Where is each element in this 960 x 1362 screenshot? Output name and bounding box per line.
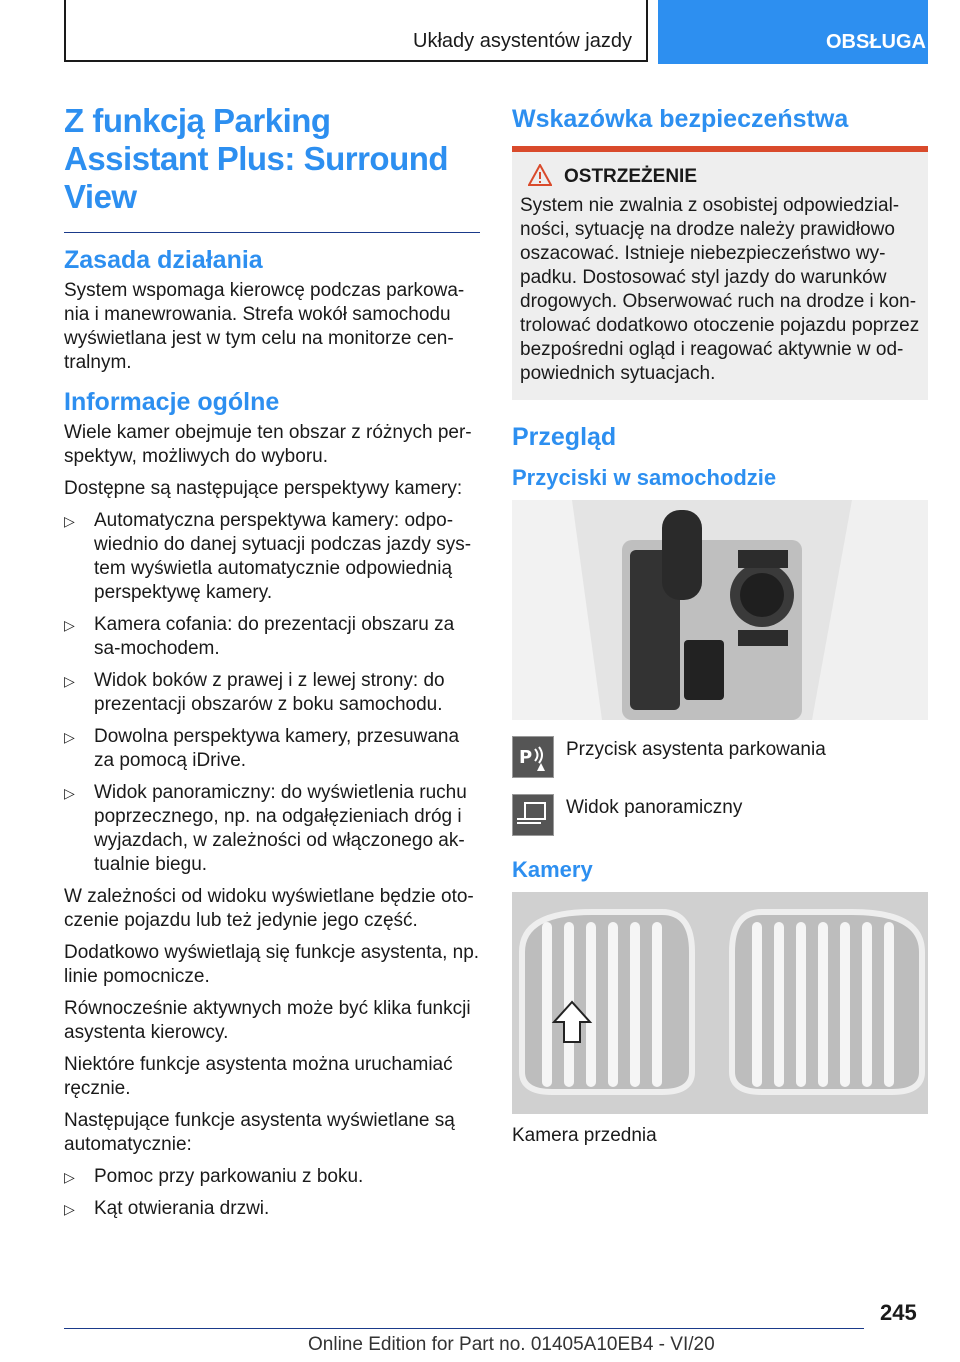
chapter-tab <box>658 0 928 64</box>
heading-zasada: Zasada działania <box>64 246 263 274</box>
paragraph: Następujące funkcje asystenta wyświetlane są automatycznie: <box>64 1110 455 1155</box>
warning-text: System nie zwalnia z osobistej odpowiedzial-ności, sytuację na drodze należy prawidłowo oszacować. Istnieje niebezpieczeństwo wy-padku. Dostosować styl jazdy do warunków drogowych. Obserwować ruch na drodze i kon-trolować dodatkowo otoczenie pojazdu poprzez bezpośredni ogląd i reagować aktywnie w od-powiednich sytuacjach. <box>520 195 920 384</box>
list-item: ▷ Kamera cofania: do prezentacji obszaru za sa-mochodem. <box>64 613 480 661</box>
heading-info: Informacje ogólne <box>64 388 280 416</box>
list-item: ▷ Automatyczna perspektywa kamery: odpo-wiednio do danej sytuacji podczas jazdy sys-tem wyświetla automatycznie odpowiednią perspektywę kamery. <box>64 509 480 605</box>
panoramic-view-icon <box>512 794 554 836</box>
warning-triangle-icon <box>528 164 552 186</box>
heading-overview: Przegląd <box>512 423 617 451</box>
list-item: ▷ Pomoc przy parkowaniu z boku. <box>64 1165 480 1189</box>
paragraph: Dodatkowo wyświetlają się funkcje asystenta, np. linie pomocnicze. <box>64 942 480 987</box>
console-photo <box>512 500 928 720</box>
paragraph: Dostępne są następujące perspektywy kamery: <box>64 478 463 499</box>
paragraph: Wiele kamer obejmuje ten obszar z różnych per-spektyw, możliwych do wyboru. <box>64 422 472 467</box>
grille-photo <box>512 892 928 1114</box>
section-title: Układy asystentów jazdy <box>413 30 632 52</box>
front-camera-image <box>512 892 928 1114</box>
svg-text:P: P <box>519 747 533 768</box>
section-tab <box>64 0 648 62</box>
edition-text: Online Edition for Part no. 01405A10EB4 - VI/20 <box>308 1334 715 1355</box>
warning-heading <box>520 166 920 188</box>
heading-buttons: Przyciski w samochodzie <box>512 465 777 490</box>
title-rule <box>64 232 480 233</box>
heading-safety: Wskazówka bezpieczeństwa <box>512 105 849 133</box>
left-column <box>64 100 480 1229</box>
chapter-title: OBSŁUGA <box>826 31 926 53</box>
footer-rule <box>64 1328 864 1329</box>
paragraph: System wspomaga kierowcę podczas parkowa-nia i manewrowania. Strefa wokół samochodu wyświetlana jest w tym celu na monitorze cen-tralnym. <box>64 280 465 373</box>
list-item: ▷ Dowolna perspektywa kamery, przesuwana za pomocą iDrive. <box>64 725 480 773</box>
photo-caption: Kamera przednia <box>512 1125 657 1146</box>
paragraph: Niektóre funkcje asystenta można uruchamiać ręcznie. <box>64 1054 453 1099</box>
button-row-parking <box>512 736 928 778</box>
paragraph: W zależności od widoku wyświetlane będzie oto-czenie pojazdu lub też jedynie jego część. <box>64 886 474 931</box>
parking-assist-icon <box>512 736 554 778</box>
list-item: ▷ Widok panoramiczny: do wyświetlenia ruchu poprzecznego, np. na odgałęzieniach dróg i wyjazdach, w zależności od włączonego ak-tualnie biegu. <box>64 781 480 877</box>
page-number: 245 <box>880 1300 917 1325</box>
assist-list <box>64 1165 480 1221</box>
button-label: Widok panoramiczny <box>566 797 743 818</box>
camera-list <box>64 509 480 877</box>
warning-label: OSTRZEŻENIE <box>564 166 698 187</box>
center-console-image <box>512 500 928 720</box>
list-item: ▷ Kąt otwierania drzwi. <box>64 1197 480 1221</box>
warning-box <box>512 152 928 400</box>
page-header <box>64 0 928 64</box>
page-title: Z funkcją Parking Assistant Plus: Surround View <box>64 102 449 215</box>
right-column <box>512 100 928 1156</box>
list-item: ▷ Widok boków z prawej i z lewej strony: do prezentacji obszarów z boku samochodu. <box>64 669 480 717</box>
button-label: Przycisk asystenta parkowania <box>566 739 826 760</box>
paragraph: Równocześnie aktywnych może być klika funkcji asystenta kierowcy. <box>64 998 471 1043</box>
button-row-panorama <box>512 794 928 836</box>
heading-cameras: Kamery <box>512 857 593 882</box>
